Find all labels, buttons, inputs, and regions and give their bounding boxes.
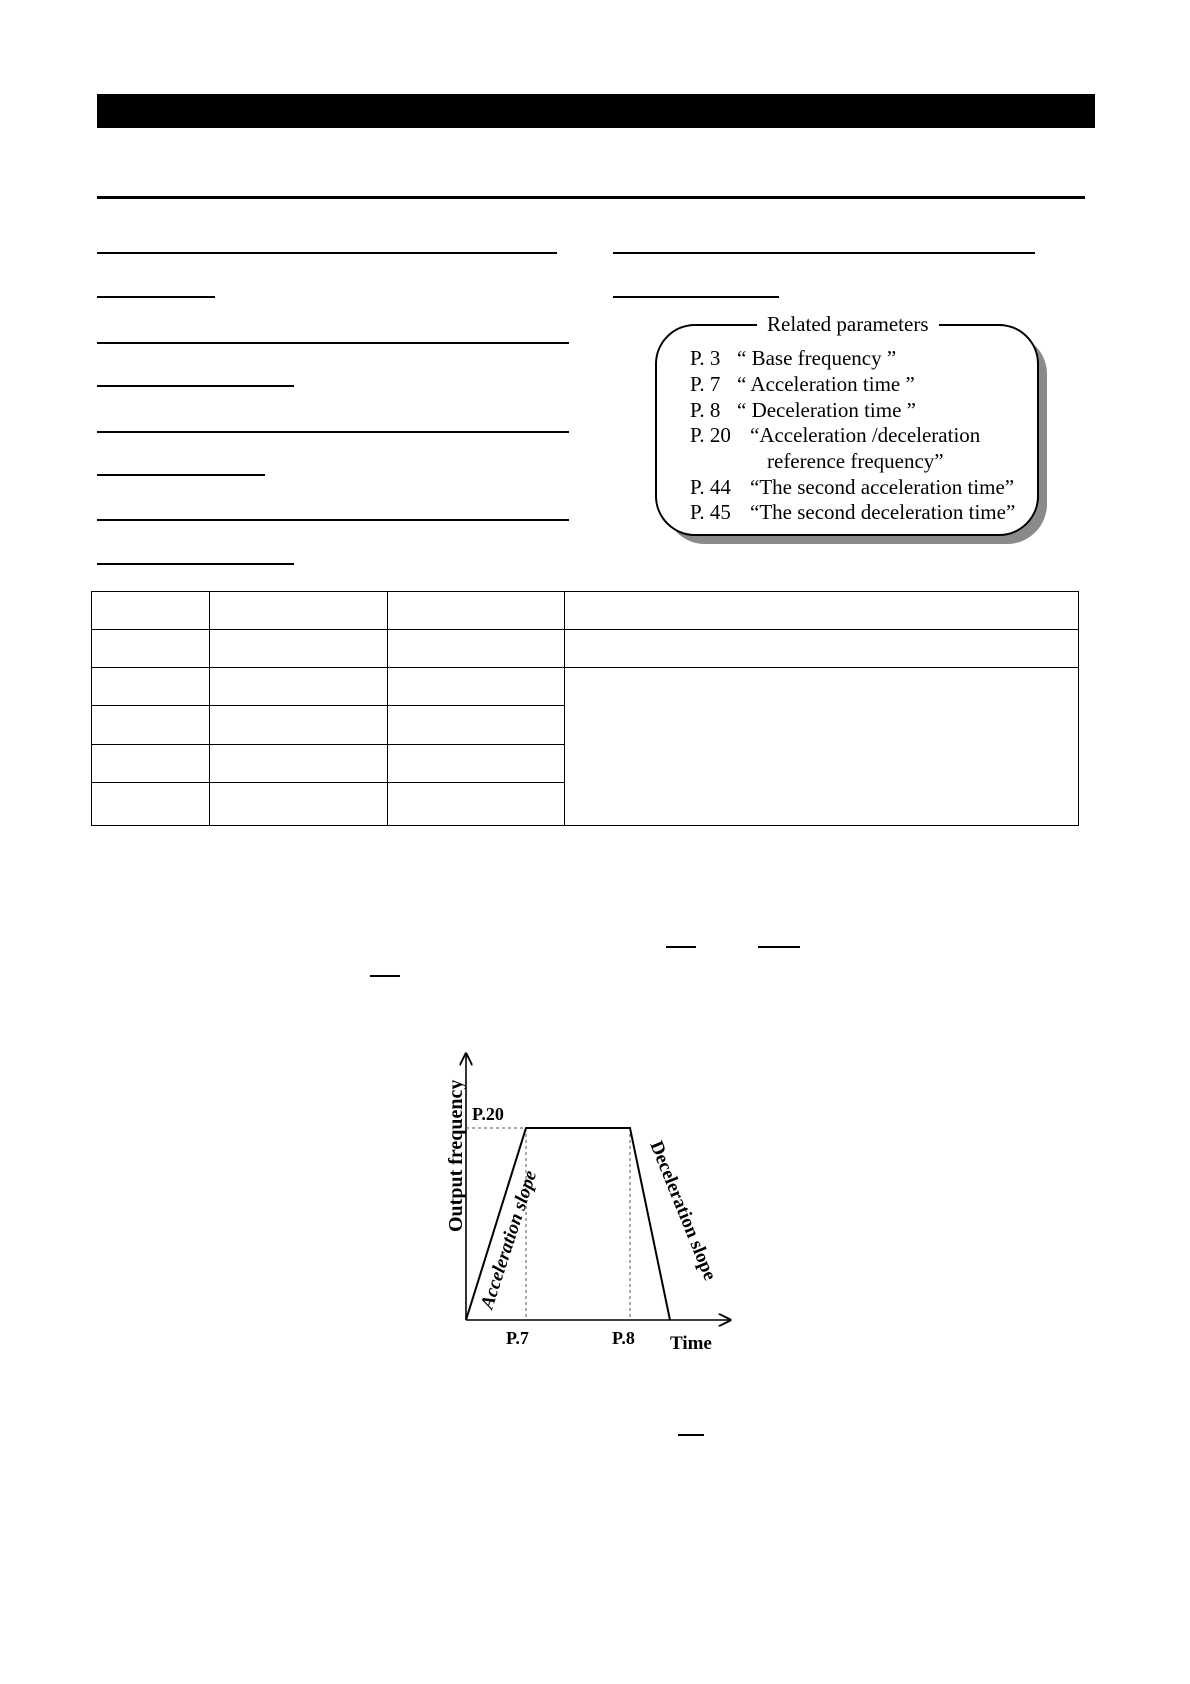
left-rule-2b — [97, 385, 294, 387]
left-rule-1b — [97, 296, 215, 298]
accel-slope-label: Acceleration slope — [476, 1168, 542, 1312]
table-cell — [387, 782, 564, 825]
related-parameters-callout — [655, 312, 1037, 534]
table-cell — [387, 630, 564, 668]
table-cell — [209, 630, 387, 668]
param-desc: “Acceleration /deceleration — [750, 423, 981, 447]
table-cell — [387, 592, 564, 630]
callout-title: Related parameters — [757, 312, 939, 337]
x-tick-label: P.7 — [506, 1328, 529, 1348]
table-cell — [564, 592, 1079, 630]
table-cell — [92, 592, 210, 630]
table-cell — [92, 782, 210, 825]
y-tick-label: P.20 — [472, 1104, 504, 1124]
accel-decel-chart — [420, 1050, 740, 1350]
underline-mark — [666, 946, 696, 948]
table-cell — [387, 668, 564, 706]
y-axis-label: Output frequency — [445, 1079, 467, 1232]
table-cell — [209, 668, 387, 706]
param-code: P. 20 — [690, 423, 731, 447]
table-cell — [92, 706, 210, 744]
x-tick-label: P.8 — [612, 1328, 635, 1348]
table-cell — [92, 630, 210, 668]
table-cell — [92, 668, 210, 706]
param-desc: “The second acceleration time” — [750, 475, 1015, 499]
right-rule-1 — [613, 252, 1035, 254]
param-code: P. 3 — [690, 346, 721, 370]
param-code: P. 7 — [690, 372, 721, 396]
param-desc: “The second deceleration time” — [750, 500, 1016, 524]
table-cell — [209, 706, 387, 744]
header-bar — [97, 94, 1095, 128]
table-cell — [209, 592, 387, 630]
callout-box — [655, 312, 1039, 536]
table-row — [92, 668, 1079, 706]
decel-slope-label: Deceleration slope — [645, 1138, 721, 1284]
section-rule — [97, 196, 1085, 199]
left-rule-1 — [97, 252, 557, 254]
param-desc: reference frequency” — [767, 449, 944, 473]
param-code: P. 45 — [690, 500, 731, 524]
parameter-table — [91, 591, 1079, 826]
left-rule-4 — [97, 519, 569, 521]
param-desc: “ Deceleration time ” — [737, 398, 916, 422]
underline-mark — [678, 1434, 704, 1436]
table-row — [92, 630, 1079, 668]
right-rule-1b — [613, 296, 779, 298]
x-axis-label: Time — [670, 1333, 712, 1350]
table-cell — [387, 744, 564, 782]
underline-mark — [758, 946, 800, 948]
param-code: P. 8 — [690, 398, 721, 422]
table-cell — [564, 630, 1079, 668]
table-merged-cell — [564, 668, 1079, 826]
table-cell — [387, 706, 564, 744]
param-desc: “ Base frequency ” — [737, 346, 897, 370]
param-desc: “ Acceleration time ” — [737, 372, 915, 396]
table-cell — [92, 744, 210, 782]
table-header-row — [92, 592, 1079, 630]
table-cell — [209, 782, 387, 825]
left-rule-4b — [97, 563, 294, 565]
left-rule-3 — [97, 431, 569, 433]
left-rule-2 — [97, 342, 569, 344]
left-rule-3b — [97, 474, 265, 476]
underline-mark — [370, 975, 400, 977]
table-cell — [209, 744, 387, 782]
param-code: P. 44 — [690, 475, 731, 499]
